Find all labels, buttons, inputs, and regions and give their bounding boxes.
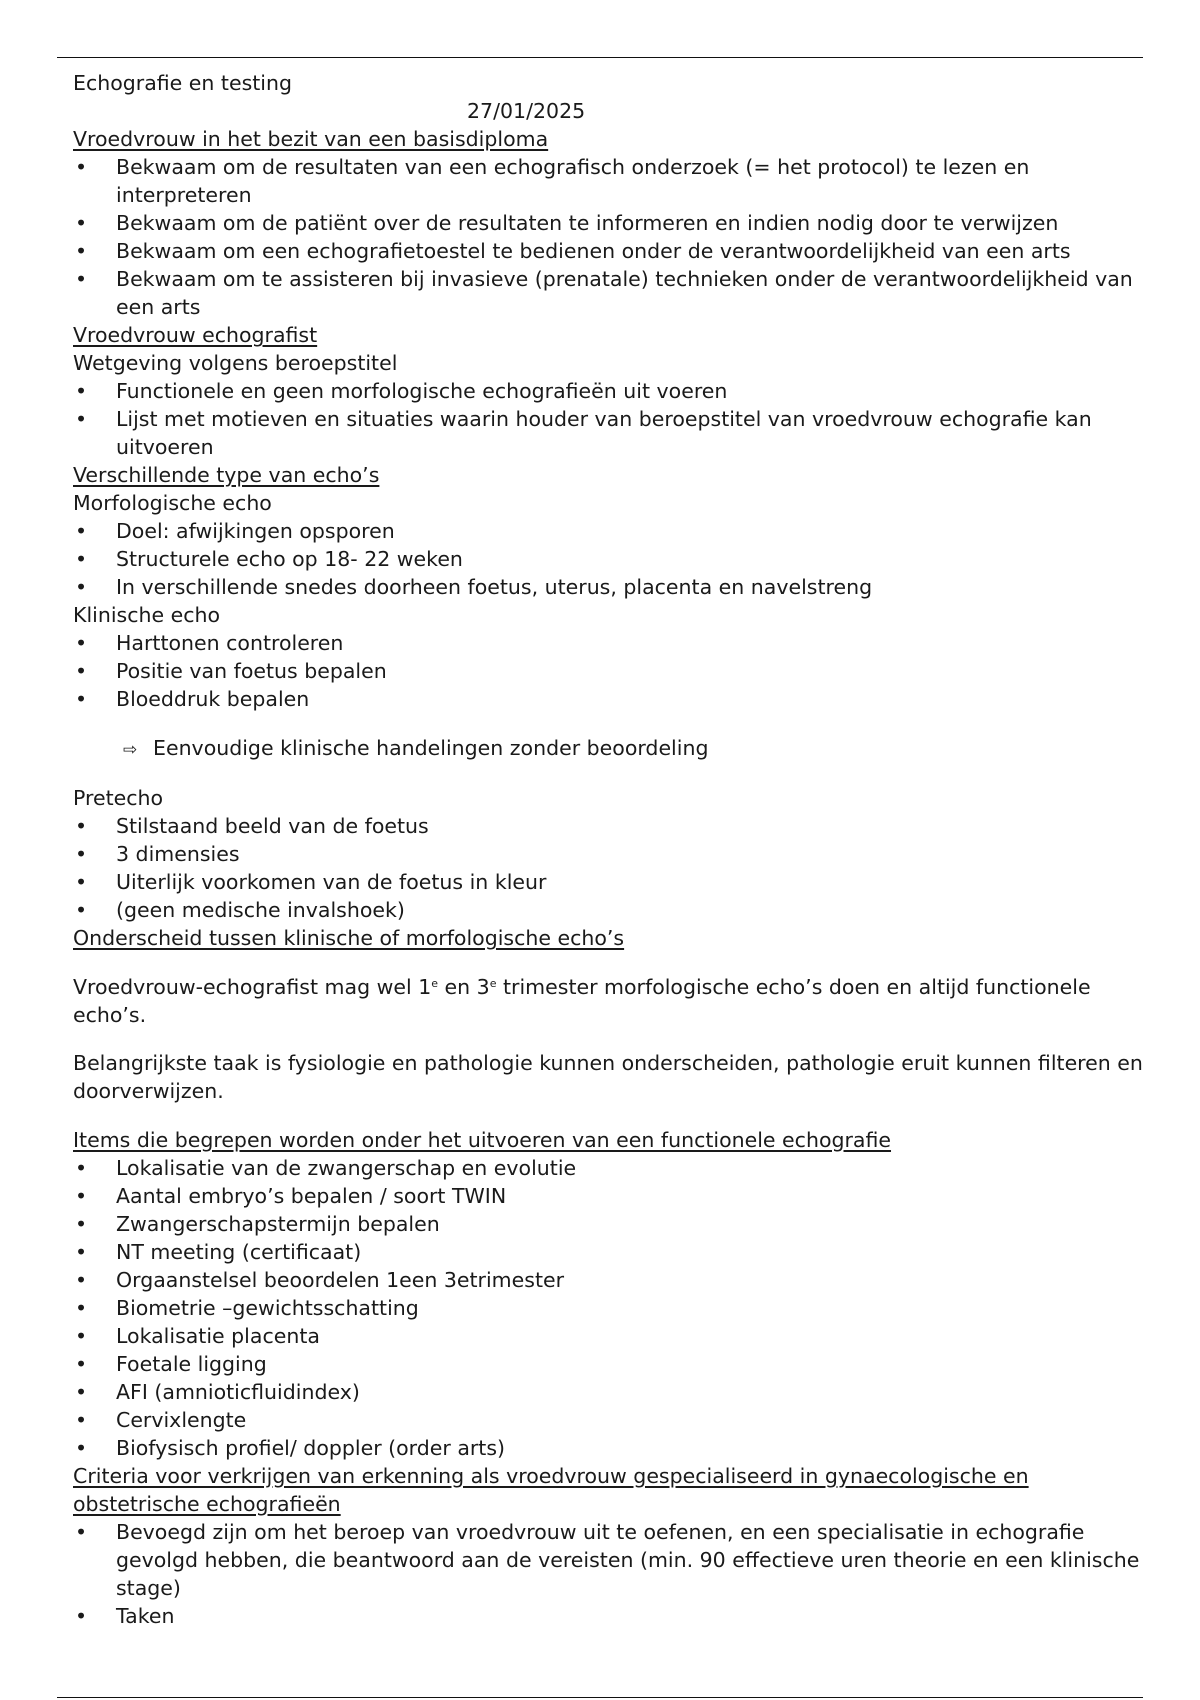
list-morfologisch bbox=[73, 517, 1143, 601]
list-item: • Positie van foetus bepalen bbox=[73, 657, 1143, 685]
list-item: • Taken bbox=[73, 1602, 1143, 1630]
paragraph-trimester bbox=[73, 973, 1143, 1029]
list-item: • Bekwaam om de resultaten van een echografisch onderzoek (= het protocol) te lezen en interpreteren bbox=[73, 153, 1143, 209]
list-item: • NT meeting (certificaat) bbox=[73, 1238, 1143, 1266]
list-item: • Lijst met motieven en situaties waarin houder van beroepstitel van vroedvrouw echografie kan uitvoeren bbox=[73, 405, 1143, 461]
list-item: • Bekwaam om te assisteren bij invasieve (prenatale) technieken onder de verantwoordelijkheid van een arts bbox=[73, 265, 1143, 321]
section-heading-types: Verschillende type van echo’s bbox=[73, 463, 380, 487]
text-run: Vroedvrouw-echografist mag wel 1 bbox=[73, 974, 432, 999]
arrow-right-icon: ⇨ bbox=[123, 739, 138, 760]
text-run: trimester morfologische echo’s doen en altijd functionele echo’s. bbox=[73, 974, 1091, 1027]
page-title: Echografie en testing bbox=[73, 71, 292, 95]
text-run: en 3 bbox=[438, 974, 490, 999]
superscript: e bbox=[431, 976, 439, 990]
list-criteria bbox=[73, 1518, 1143, 1630]
list-item: • Doel: afwijkingen opsporen bbox=[73, 517, 1143, 545]
paragraph-taak: Belangrijkste taak is fysiologie en pathologie kunnen onderscheiden, pathologie eruit kunnen filteren en doorverwijzen. bbox=[73, 1051, 1143, 1103]
bottom-rule bbox=[57, 1697, 1143, 1698]
top-rule bbox=[57, 57, 1143, 58]
subsection-title-morfologisch: Morfologische echo bbox=[73, 491, 272, 515]
list-item: • Lokalisatie van de zwangerschap en evolutie bbox=[73, 1154, 1143, 1182]
section-heading-criteria-cont: obstetrische echografieën bbox=[73, 1491, 341, 1516]
subsection-title-wetgeving: Wetgeving volgens beroepstitel bbox=[73, 351, 398, 375]
list-item: • Biometrie –gewichtsschatting bbox=[73, 1294, 1143, 1322]
subsection-title-pretecho: Pretecho bbox=[73, 786, 164, 810]
list-item: • Bloeddruk bepalen bbox=[73, 685, 1143, 713]
document-date: 27/01/2025 bbox=[467, 99, 586, 123]
list-pretecho bbox=[73, 812, 1143, 924]
list-item: • Biofysisch profiel/ doppler (order arts) bbox=[73, 1434, 1143, 1462]
subsection-title-klinisch: Klinische echo bbox=[73, 603, 221, 627]
list-item: • Uiterlijk voorkomen van de foetus in kleur bbox=[73, 868, 1143, 896]
section-heading-items: Items die begrepen worden onder het uitvoeren van een functionele echografie bbox=[73, 1127, 892, 1152]
list-klinisch bbox=[73, 629, 1143, 713]
list-item: • Cervixlengte bbox=[73, 1406, 1143, 1434]
list-item: • Functionele en geen morfologische echografieën uit voeren bbox=[73, 377, 1143, 405]
section-heading-echografist: Vroedvrouw echografist bbox=[73, 323, 318, 347]
list-item: • Lokalisatie placenta bbox=[73, 1322, 1143, 1350]
section-heading-onderscheid: Onderscheid tussen klinische of morfologische echo’s bbox=[73, 926, 625, 950]
list-item: • 3 dimensies bbox=[73, 840, 1143, 868]
list-item: • Harttonen controleren bbox=[73, 629, 1143, 657]
list-item: • (geen medische invalshoek) bbox=[73, 896, 1143, 924]
list-item: • Aantal embryo’s bepalen / soort TWIN bbox=[73, 1182, 1143, 1210]
list-item: • Stilstaand beeld van de foetus bbox=[73, 812, 1143, 840]
list-item: • Bekwaam om een echografietoestel te bedienen onder de verantwoordelijkheid van een arts bbox=[73, 237, 1143, 265]
superscript: e bbox=[489, 976, 497, 990]
list-functionele-echografie bbox=[73, 1154, 1143, 1462]
list-basisdiploma bbox=[73, 153, 1143, 321]
list-item: • Foetale ligging bbox=[73, 1350, 1143, 1378]
list-item: • Zwangerschapstermijn bepalen bbox=[73, 1210, 1143, 1238]
arrow-note bbox=[73, 734, 1143, 764]
list-item: • Structurele echo op 18- 22 weken bbox=[73, 545, 1143, 573]
list-item: • Bekwaam om de patiënt over de resultaten te informeren en indien nodig door te verwijzen bbox=[73, 209, 1143, 237]
document-body bbox=[73, 69, 1143, 1630]
list-item: • Orgaanstelsel beoordelen 1een 3etrimester bbox=[73, 1266, 1143, 1294]
section-heading-criteria: Criteria voor verkrijgen van erkenning als vroedvrouw gespecialiseerd in gynaecologische en bbox=[73, 1463, 1029, 1488]
list-wetgeving bbox=[73, 377, 1143, 461]
list-item: • Bevoegd zijn om het beroep van vroedvrouw uit te oefenen, en een specialisatie in echografie gevolgd hebben, die beantwoord aan de vereisten (min. 90 effectieve uren theorie en een klinische stage) bbox=[73, 1518, 1143, 1602]
list-item: • AFI (amnioticfluidindex) bbox=[73, 1378, 1143, 1406]
list-item: • In verschillende snedes doorheen foetus, uterus, placenta en navelstreng bbox=[73, 573, 1143, 601]
arrow-note-text: Eenvoudige klinische handelingen zonder beoordeling bbox=[153, 735, 709, 760]
section-heading-basisdiploma: Vroedvrouw in het bezit van een basisdiploma bbox=[73, 127, 549, 151]
